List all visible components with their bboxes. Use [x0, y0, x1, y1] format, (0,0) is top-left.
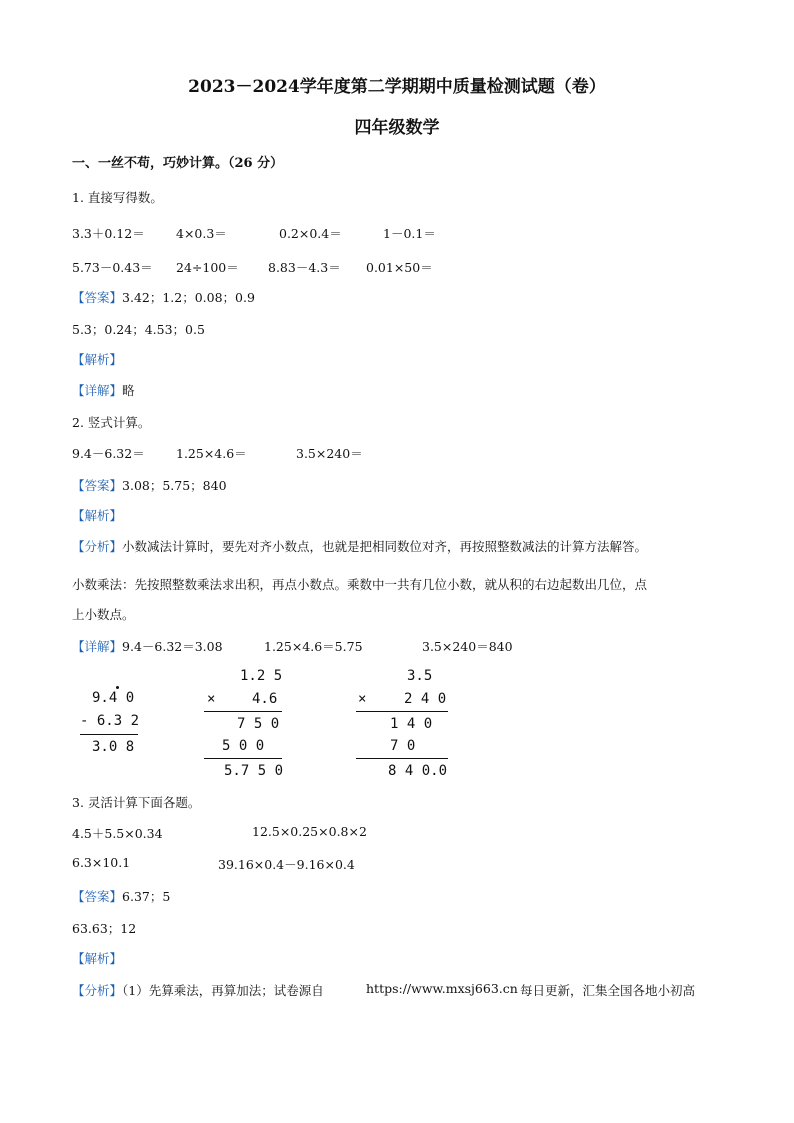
vm1-times: ×	[207, 691, 216, 707]
vm2-partial-1: 1 4 0	[390, 716, 433, 732]
q1-item: 4×0.3＝	[176, 226, 227, 241]
answer-text: 3.08；5.75；840	[122, 478, 227, 493]
source-url: https://www.mxsj663.cn	[366, 981, 518, 996]
detail-item: 9.4－6.32＝3.08	[122, 639, 223, 654]
q2-stem: 2. 竖式计算。	[72, 415, 151, 430]
vm1-partial-1: 7 5 0	[237, 716, 280, 732]
q2-item: 9.4－6.32＝	[72, 446, 145, 461]
source-tail: 每日更新，汇集全国各地小初高	[520, 983, 696, 998]
q2-fenxi	[72, 537, 647, 555]
vm2-times: ×	[358, 691, 367, 707]
analysis-tag: 【解析】	[72, 508, 123, 523]
vm2-line-2	[356, 758, 448, 759]
q1-item: 0.2×0.4＝	[279, 226, 342, 241]
vm1-result: 5.7 5 0	[224, 763, 284, 779]
q1-item: 8.83－4.3＝	[268, 260, 341, 275]
vm1-multiplicand: 1.2 5	[240, 668, 283, 684]
q2-mult-rule: 小数乘法：先按照整数乘法求出积，再点小数点。乘数中一共有几位小数，就从积的右边起数出几位，点	[72, 577, 648, 592]
answer-tag: 【答案】	[72, 290, 123, 305]
q3-item: 12.5×0.25×0.8×2	[252, 824, 367, 839]
vm2-multiplier: 2 4 0	[404, 691, 447, 707]
detail-tag: 【详解】	[72, 383, 123, 398]
fenxi-text: 小数减法计算时，要先对齐小数点，也就是把相同数位对齐，再按照整数减法的计算方法解答。	[122, 539, 648, 554]
q2-mult-rule-cont: 上小数点。	[72, 607, 135, 622]
q3-fenxi	[72, 981, 324, 999]
q1-item: 1－0.1＝	[383, 226, 436, 241]
detail-tag: 【详解】	[72, 639, 123, 654]
answer-tag: 【答案】	[72, 889, 123, 904]
vm2-line	[356, 711, 448, 712]
q1-item: 3.3＋0.12＝	[72, 226, 145, 241]
page-subtitle: 四年级数学	[354, 118, 440, 138]
q1-item: 0.01×50＝	[366, 260, 433, 275]
detail-item: 3.5×240＝840	[422, 639, 513, 654]
page-title: 2023－2024学年度第二学期期中质量检测试题（卷）	[188, 77, 606, 97]
section-heading: 一、一丝不苟，巧妙计算。（26 分）	[72, 156, 284, 171]
fenxi-tag: 【分析】	[72, 983, 123, 998]
q2-item: 3.5×240＝	[296, 446, 363, 461]
vs-minuend: 9.4 0	[92, 690, 135, 706]
vs-subtrahend: - 6.3 2	[80, 713, 140, 729]
answer-text: 6.37；5	[122, 889, 171, 904]
vm1-multiplier: 4.6	[252, 691, 278, 707]
vm1-line-2	[204, 758, 282, 759]
carry-dot	[116, 686, 119, 689]
q3-item: 39.16×0.4－9.16×0.4	[218, 857, 355, 872]
q1-answer-line2: 5.3；0.24；4.53；0.5	[72, 322, 205, 337]
fenxi-tag: 【分析】	[72, 539, 123, 554]
vm1-partial-2: 5 0 0	[222, 738, 265, 754]
q3-answer	[72, 887, 170, 905]
answer-tag: 【答案】	[72, 478, 123, 493]
vm2-multiplicand: 3.5	[407, 668, 433, 684]
q2-item: 1.25×4.6＝	[176, 446, 247, 461]
q2-answer	[72, 476, 227, 494]
q2-detail	[72, 637, 223, 655]
q1-stem: 1. 直接写得数。	[72, 190, 163, 205]
q3-item: 4.5＋5.5×0.34	[72, 826, 163, 841]
q1-detail	[72, 381, 135, 399]
q3-stem: 3. 灵活计算下面各题。	[72, 795, 201, 810]
fenxi-text: （1）先算乘法，再算加法；试卷源自	[122, 983, 324, 998]
vs-result: 3.0 8	[92, 739, 135, 755]
q3-item: 6.3×10.1	[72, 855, 131, 870]
q1-answer	[72, 288, 255, 306]
detail-item: 1.25×4.6＝5.75	[264, 639, 363, 654]
vm2-result: 8 4 0.0	[388, 763, 448, 779]
answer-text: 3.42；1.2；0.08；0.9	[122, 290, 255, 305]
q3-answer-line2: 63.63；12	[72, 921, 137, 936]
detail-text: 略	[122, 383, 135, 398]
analysis-tag: 【解析】	[72, 352, 123, 367]
vm2-partial-2: 7 0	[390, 738, 416, 754]
vs-line	[80, 734, 138, 735]
q1-item: 5.73－0.43＝	[72, 260, 153, 275]
analysis-tag: 【解析】	[72, 951, 123, 966]
q1-item: 24÷100＝	[176, 260, 239, 275]
vm1-line	[204, 711, 282, 712]
